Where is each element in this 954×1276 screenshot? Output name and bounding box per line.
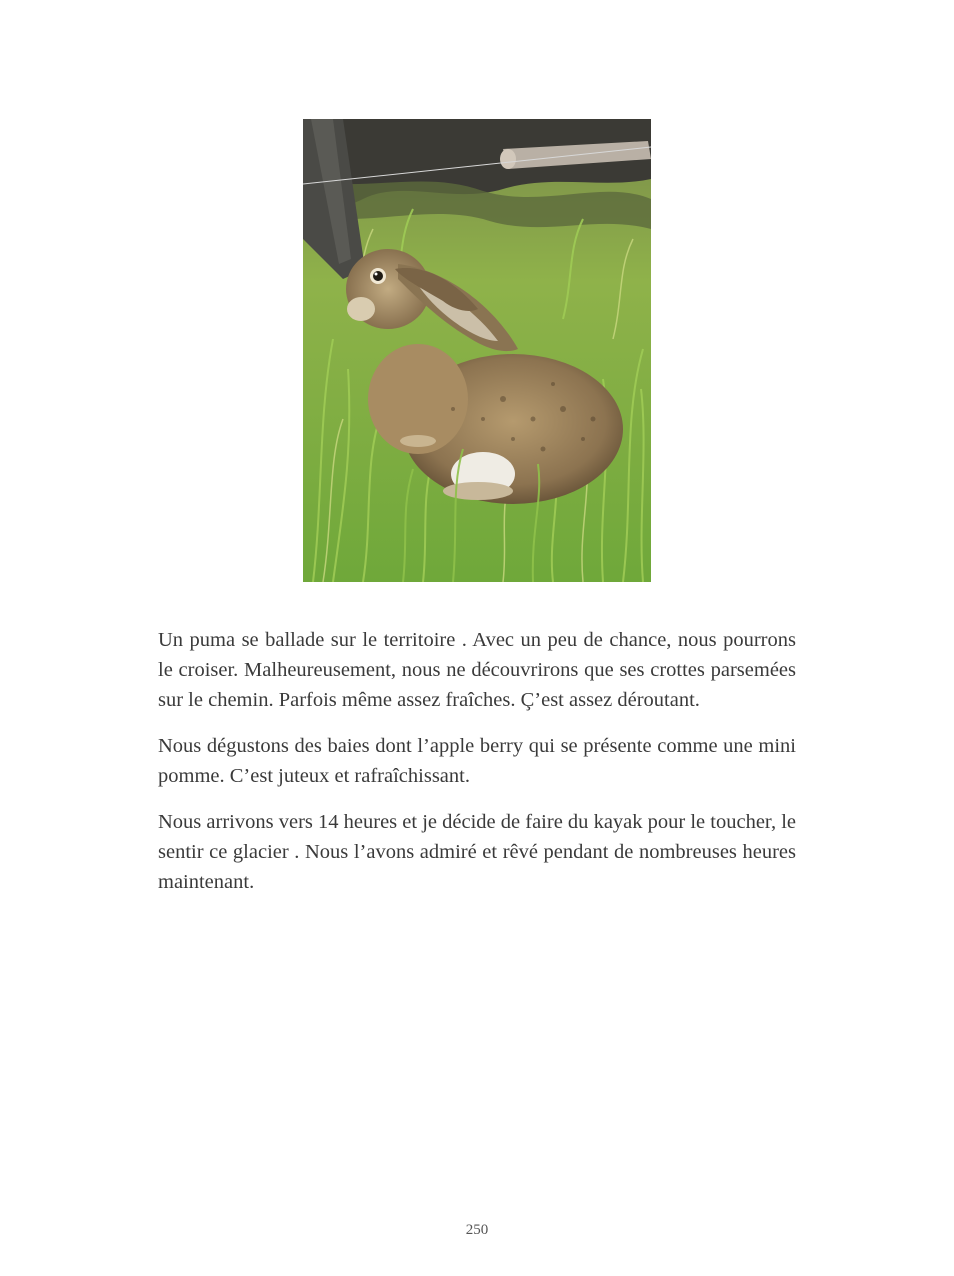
hare-photo: [303, 119, 651, 582]
page-number: 250: [465, 1222, 489, 1238]
paragraph-1: Un puma se ballade sur le territoire . Avec un peu de chance, nous pourrons le croiser. Malheureusement, nous ne découvrirons que ses crottes parsemées sur le chemin. Parfois même assez fraîches. Ç’est assez déroutant.: [158, 629, 796, 711]
paragraph-2: Nous dégustons des baies dont l’apple berry qui se présente comme une mini pomme. C’est juteux et rafraîchissant.: [158, 735, 796, 787]
hare-illustration: [303, 119, 651, 582]
paragraph-3: Nous arrivons vers 14 heures et je décide de faire du kayak pour le toucher, le sentir ce glacier . Nous l’avons admiré et rêvé pendant de nombreuses heures maintenant.: [158, 811, 796, 893]
body-text: [158, 625, 796, 913]
